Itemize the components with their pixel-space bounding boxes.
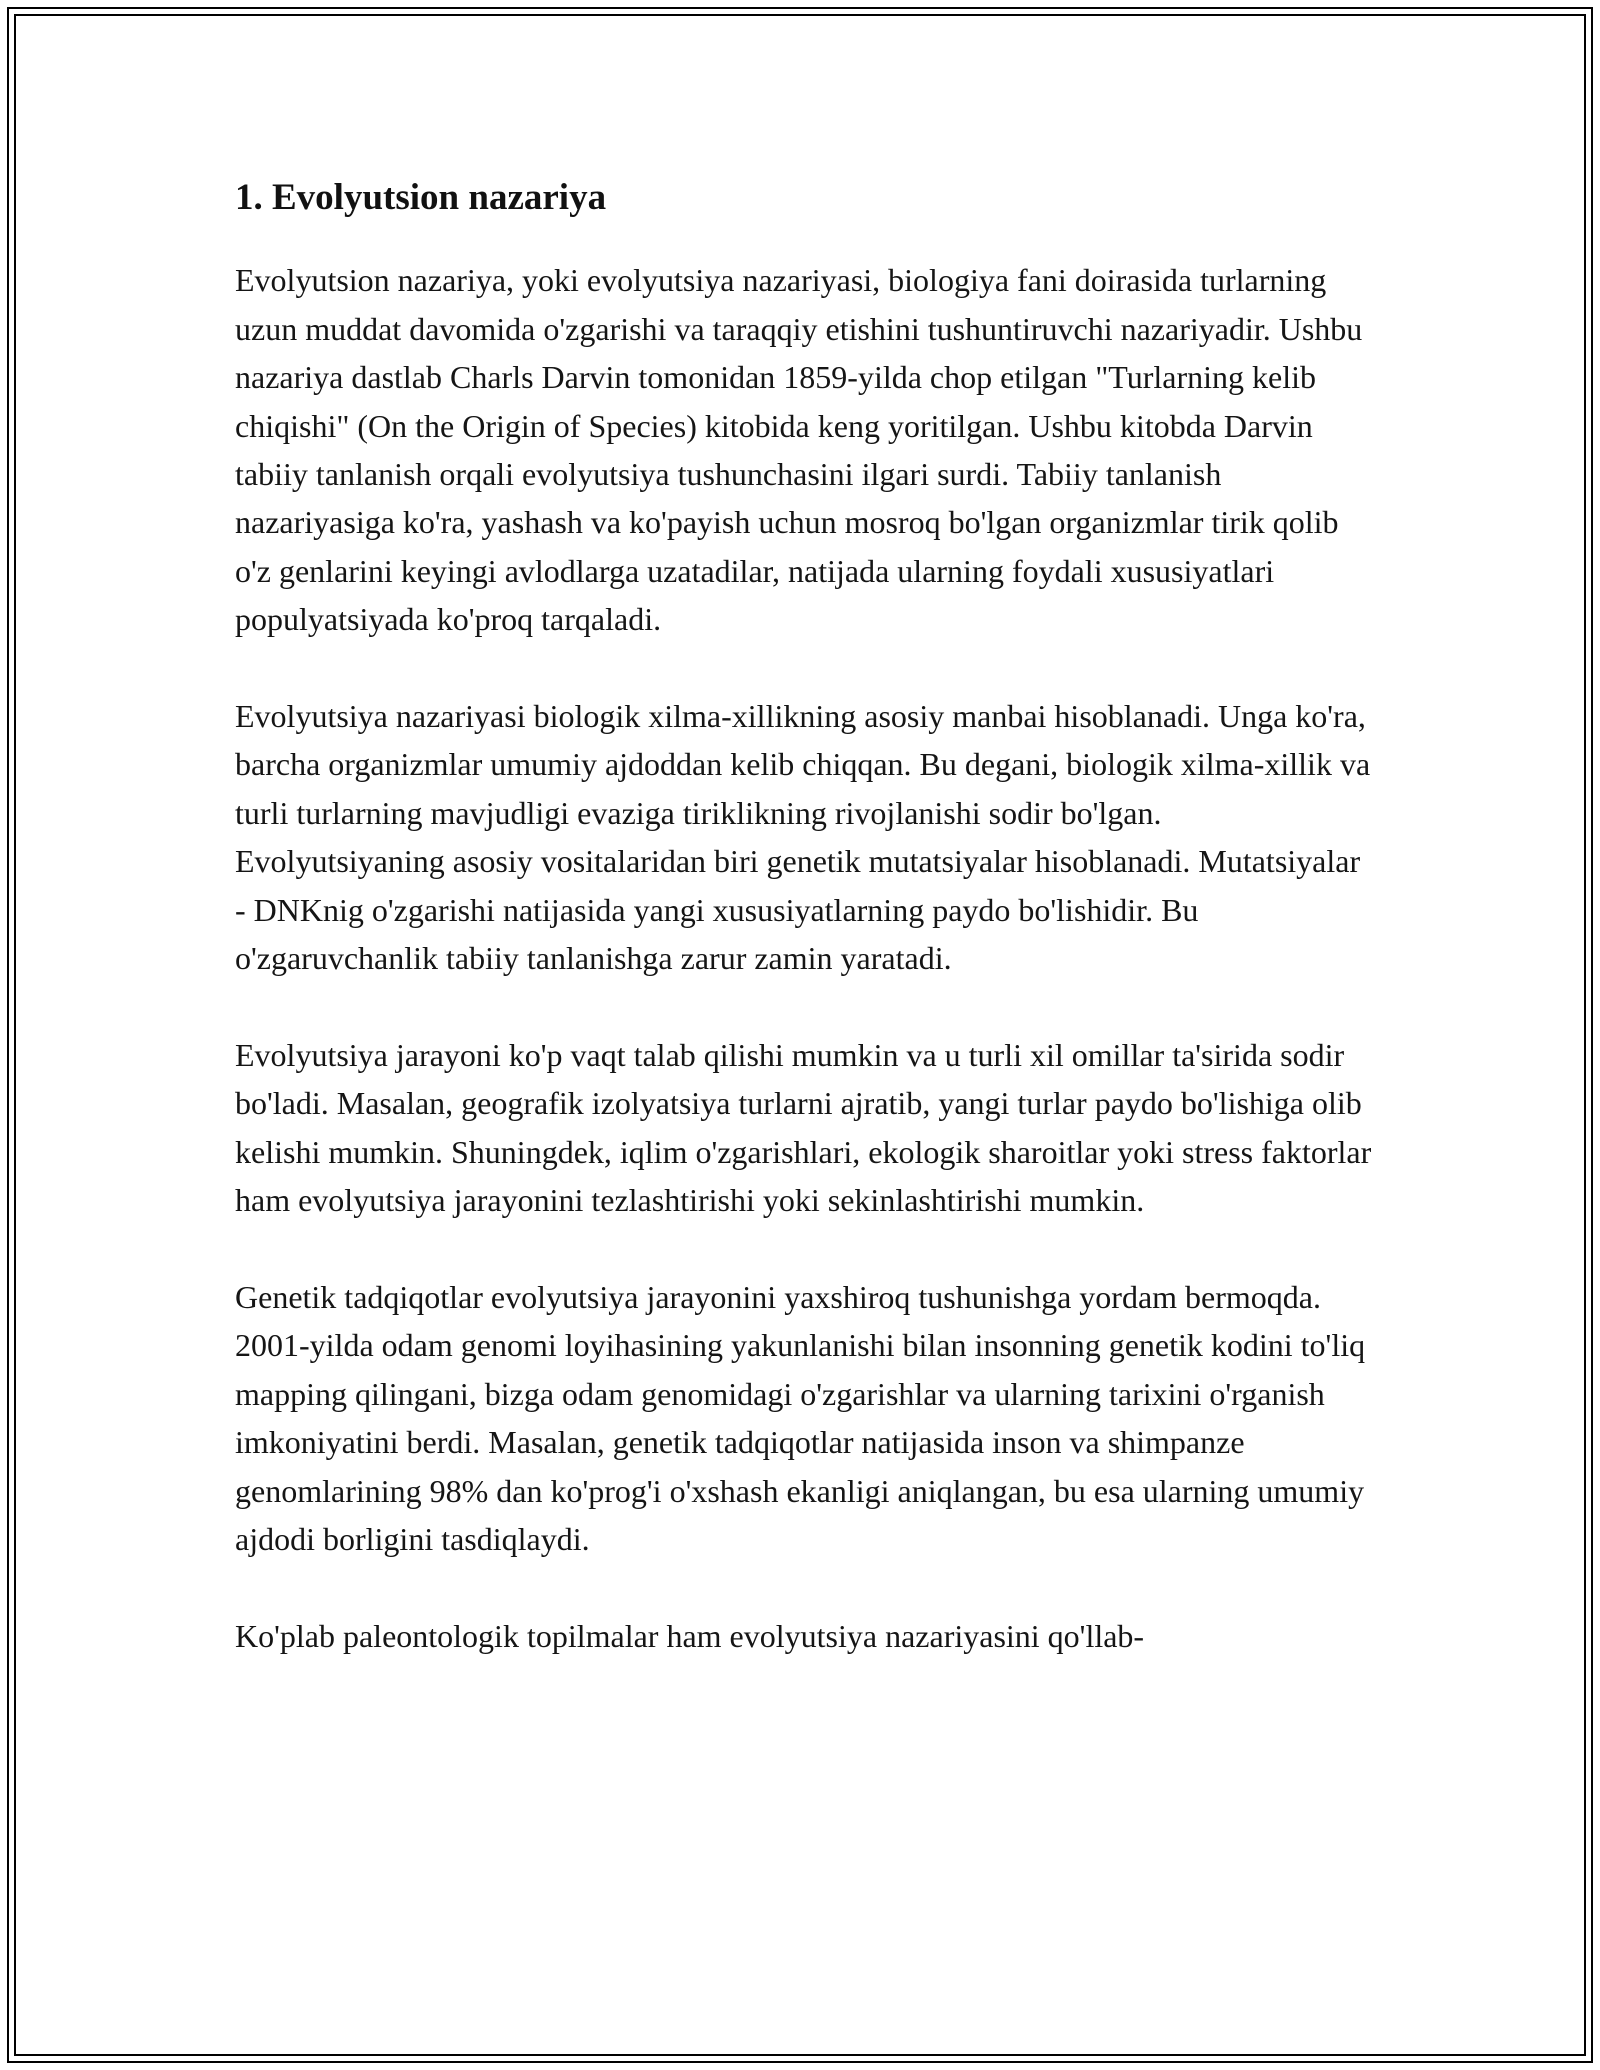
paragraph-2: Evolyutsiya nazariyasi biologik xilma-xillikning asosiy manbai hisoblanadi. Unga ko'ra, barcha organizmlar umumiy ajdoddan kelib chiqqan. Bu degani, biologik xilma-xillik va turli turlarning mavjudligi evaziga tiriklikning rivojlanishi sodir bo'lgan. Evolyutsiyaning asosiy vositalaridan biri genetik mutatsiyalar hisoblanadi. Mutatsiyalar - DNKnig o'zgarishi natijasida yangi xususiyatlarning paydo bo'lishidir. Bu o'zgaruvchanlik tabiiy tanlanishga zarur zamin yaratadi. bbox=[235, 698, 1371, 977]
paragraph-3: Evolyutsiya jarayoni ko'p vaqt talab qilishi mumkin va u turli xil omillar ta'sirida sodir bo'ladi. Masalan, geografik izolyatsiya turlarni ajratib, yangi turlar paydo bo'lishiga olib kelishi mumkin. Shuningdek, iqlim o'zgarishlari, ekologik sharoitlar yoki stress faktorlar ham evolyutsiya jarayonini tezlashtirishi yoki sekinlashtirishi mumkin. bbox=[235, 1036, 1372, 1219]
section-heading: 1. Evolyutsion nazariya bbox=[235, 177, 607, 218]
document-body bbox=[235, 176, 1375, 1660]
paragraph-4: Genetik tadqiqotlar evolyutsiya jarayonini yaxshiroq tushunishga yordam bermoqda. 2001-yilda odam genomi loyihasining yakunlanishi bilan insonning genetik kodini to'liq mapping qilingani, bizga odam genomidagi o'zgarishlar va ularning tarixini o'rganish imkoniyatini berdi. Masalan, genetik tadqiqotlar natijasida inson va shimpanze genomlarining 98% dan ko'prog'i o'xshash ekanligi aniqlangan, bu esa ularning umumiy ajdodi borligini tasdiqlaydi. bbox=[235, 1278, 1366, 1557]
paragraph-1: Evolyutsion nazariya, yoki evolyutsiya nazariyasi, biologiya fani doirasida turlarning uzun muddat davomida o'zgarishi va taraqqiy etishini tushuntiruvchi nazariyadir. Ushbu nazariya dastlab Charls Darvin tomonidan 1859-yilda chop etilgan "Turlarning kelib chiqishi" (On the Origin of Species) kitobida keng yoritilgan. Ushbu kitobda Darvin tabiiy tanlanish orqali evolyutsiya tushunchasini ilgari surdi. Tabiiy tanlanish nazariyasiga ko'ra, yashash va ko'payish uchun mosroq bo'lgan organizmlar tirik qolib o'z genlarini keyingi avlodlarga uzatadilar, natijada ularning foydali xususiyatlari populyatsiyada ko'proq tarqaladi. bbox=[235, 262, 1363, 638]
paragraph-5: Ko'plab paleontologik topilmalar ham evolyutsiya nazariyasini qo'llab- bbox=[235, 1617, 1145, 1654]
